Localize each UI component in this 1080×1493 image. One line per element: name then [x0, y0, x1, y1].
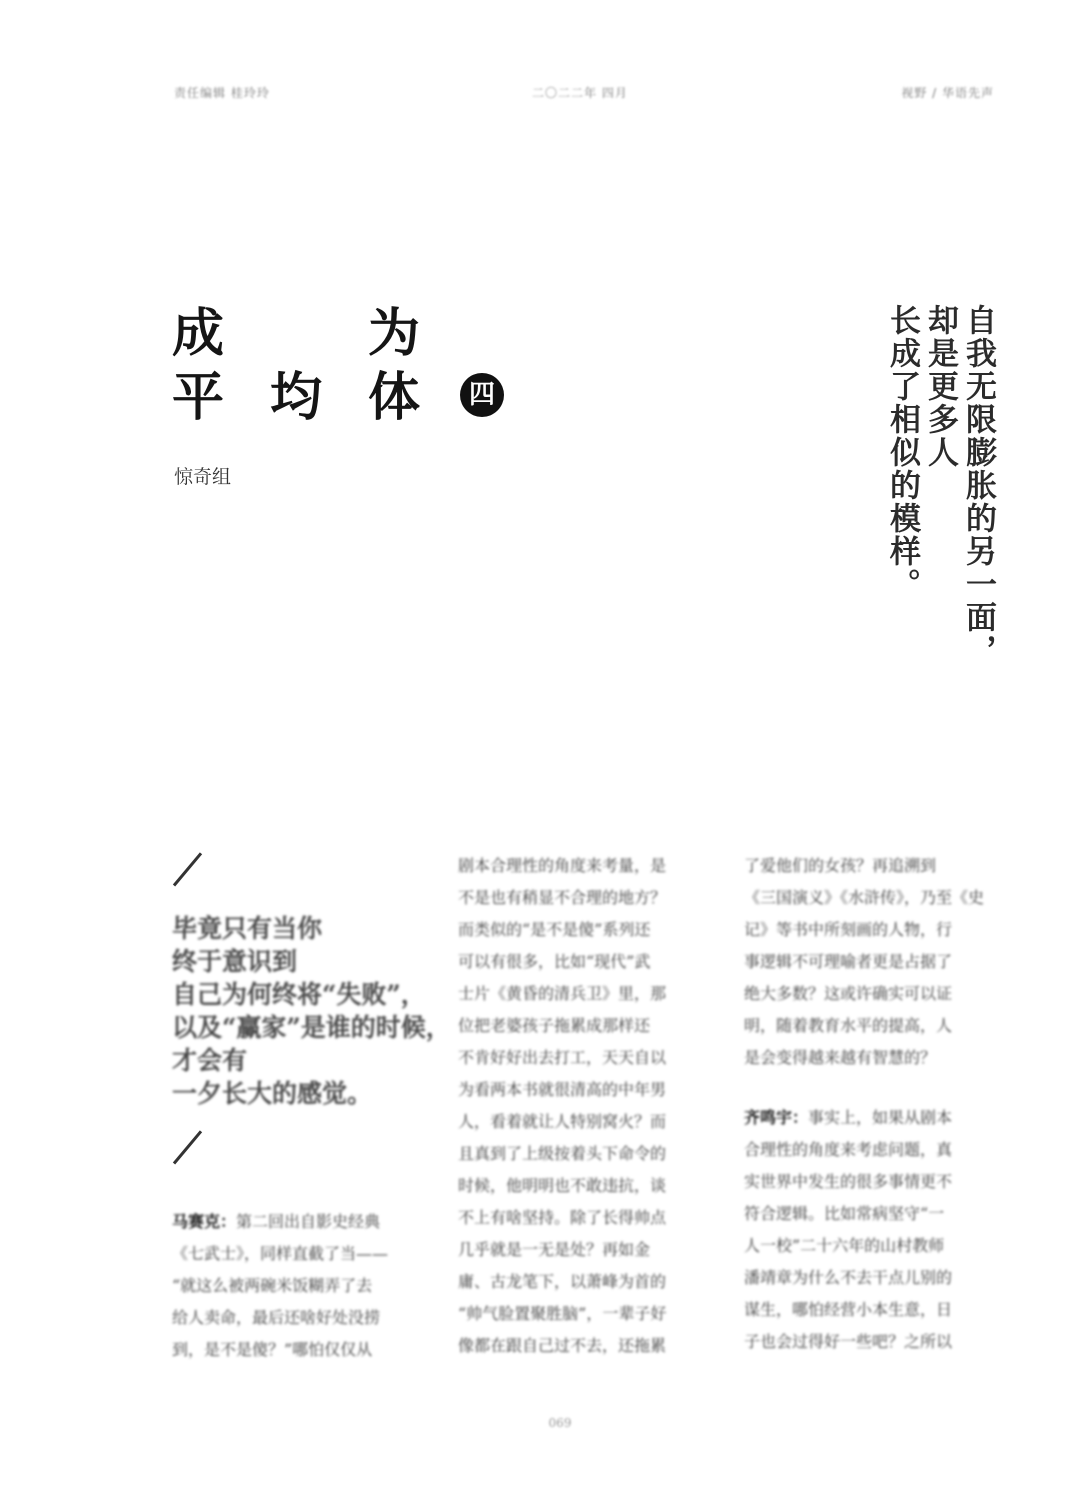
body-line: 几乎就是一无是处？再如金: [458, 1240, 651, 1259]
pull-quote-line: 毕竟只有当你: [172, 914, 323, 943]
body-line: 《七武士》，同样直截了当——: [172, 1244, 389, 1263]
body-line: 实世界中发生的很多事情更不: [744, 1172, 953, 1191]
speaker-name: 齐鸣宇：: [744, 1108, 809, 1127]
body-line: 庸、古龙笔下，以萧峰为首的: [458, 1272, 667, 1291]
body-line: 不肯好好出去打工，天天自以: [458, 1048, 667, 1067]
header-issue-date: 二〇二二年 四月: [532, 86, 628, 100]
body-line: 合理性的角度来考虑问题，真: [744, 1140, 953, 1159]
title-char: 平: [172, 367, 225, 428]
slash-divider-top: [173, 852, 202, 886]
tagline-column-2: 却是更多人: [922, 304, 958, 469]
pull-quote: [172, 912, 451, 1110]
title-char: 为: [368, 303, 421, 364]
body-line: 人一校”二十六年的山村教师: [744, 1236, 945, 1255]
body-line: 士片《黄昏的清兵卫》里，那: [458, 984, 667, 1003]
body-line: 符合逻辑。比如常病坚守“一: [744, 1204, 945, 1223]
body-line: 记》等书中所刻画的人物，行: [744, 920, 953, 939]
tagline-column-3: 长成了相似的模样。: [884, 304, 920, 601]
body-line: 马赛克：第二回出自影史经典: [172, 1212, 381, 1231]
pull-quote-line: 自己为何终将“失败”，: [172, 980, 426, 1009]
body-line: 不上有啥坚持。除了长得帅点: [458, 1208, 667, 1227]
pull-quote-line: 才会有: [172, 1046, 248, 1075]
header-section: 视野 / 华语先声: [901, 86, 994, 100]
title-char: 成: [172, 303, 225, 364]
body-line: 是会变得越来越有智慧的？: [744, 1048, 937, 1067]
body-line: 子也会过得好一些吧？之所以: [744, 1332, 953, 1351]
body-line: 齐鸣宇：事实上，如果从剧本: [744, 1108, 953, 1127]
speaker-name: 马赛克：: [172, 1212, 237, 1231]
body-line: 像都在跟自己过不去，还拖累: [458, 1336, 667, 1355]
body-line: 位把老婆孩子拖累成那样还: [458, 1016, 651, 1035]
body-line: 绝大多数？这或许确实可以证: [744, 984, 953, 1003]
body-line: “帅气脸置聚胜脑”，一辈子好: [458, 1304, 667, 1323]
body-line: “就这么被两碗米饭糊弄了去: [172, 1276, 373, 1295]
body-line: 可以有很多，比如“现代”武: [458, 952, 651, 971]
body-column-middle: [458, 850, 716, 1362]
author-byline: 惊奇组: [174, 466, 232, 488]
paragraph-gap: [744, 1074, 1002, 1102]
series-number-badge: 四: [460, 373, 504, 417]
body-line: 明，随着教育水平的提高，人: [744, 1016, 953, 1035]
pull-quote-line: 一夕长大的感觉。: [172, 1079, 373, 1108]
body-line: 剧本合理性的角度来考量，是: [458, 856, 667, 875]
title-char: 均: [270, 367, 323, 428]
body-line: 为看两本书就很清高的中年男: [458, 1080, 667, 1099]
body-line: 潘靖章为什么不去干点儿别的: [744, 1268, 953, 1287]
body-line: 到，是不是傻？”哪怕仅仅从: [172, 1340, 373, 1359]
body-line: 且真到了上级按着头下命令的: [458, 1144, 667, 1163]
pull-quote-line: 以及“赢家”是谁的时候，: [172, 1013, 451, 1042]
body-line: 而类似的“是不是傻”系列还: [458, 920, 651, 939]
pull-quote-line: 终于意识到: [172, 947, 298, 976]
header-editor: 责任编辑 桂玲玲: [174, 86, 270, 100]
body-line: 不是也有稍显不合理的地方？: [458, 888, 667, 907]
page-number: 069: [548, 1416, 572, 1430]
title-char: 体: [368, 367, 421, 428]
body-line: 给人卖命，最后还啥好处没捞: [172, 1308, 381, 1327]
body-line: 时候，他明明也不敢违抗，谈: [458, 1176, 667, 1195]
tagline-column-1: 自我无限膨胀的另一面，: [960, 304, 996, 667]
body-line: 事逻辑不可理喻者更是占据了: [744, 952, 953, 971]
body-line: 了爱他们的女孩？再追溯到: [744, 856, 937, 875]
body-line: 人，看着就让人特别窝火？而: [458, 1112, 667, 1131]
slash-divider-bottom: [173, 1130, 202, 1164]
body-column-right: [744, 850, 1002, 1358]
body-column-left: [172, 1206, 427, 1366]
body-line: 谋生，哪怕经营小本生意，日: [744, 1300, 953, 1319]
body-line: 《三国演义》《水浒传》，乃至《史: [744, 888, 985, 907]
